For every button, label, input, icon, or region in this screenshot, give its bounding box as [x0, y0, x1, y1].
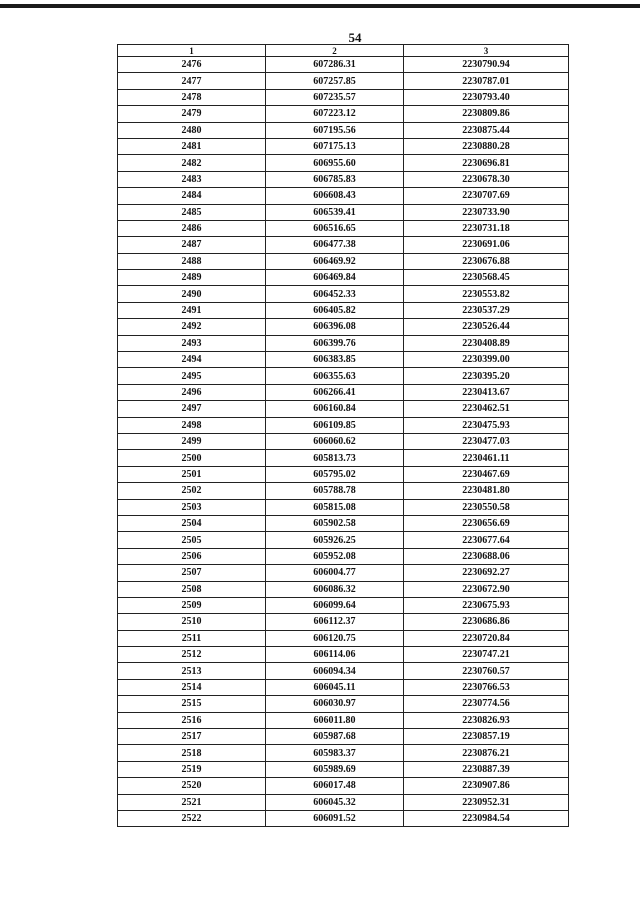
x-coordinate-cell: 605926.25 — [266, 532, 404, 548]
y-coordinate-cell: 2230787.01 — [404, 73, 569, 89]
point-number-cell: 2511 — [118, 630, 266, 646]
table-row — [118, 450, 569, 466]
point-number-cell: 2519 — [118, 761, 266, 777]
point-number-cell: 2510 — [118, 614, 266, 630]
point-number-cell: 2491 — [118, 302, 266, 318]
table-row — [118, 433, 569, 449]
table-row — [118, 614, 569, 630]
point-number-cell: 2512 — [118, 647, 266, 663]
point-number-cell: 2500 — [118, 450, 266, 466]
x-coordinate-cell: 606469.92 — [266, 253, 404, 269]
x-coordinate-cell: 606469.84 — [266, 270, 404, 286]
table-row — [118, 565, 569, 581]
y-coordinate-cell: 2230461.11 — [404, 450, 569, 466]
point-number-cell: 2517 — [118, 729, 266, 745]
point-number-cell: 2477 — [118, 73, 266, 89]
point-number-cell: 2518 — [118, 745, 266, 761]
x-coordinate-cell: 606355.63 — [266, 368, 404, 384]
x-coordinate-cell: 606405.82 — [266, 302, 404, 318]
x-coordinate-cell: 605987.68 — [266, 729, 404, 745]
table-row — [118, 663, 569, 679]
y-coordinate-cell: 2230677.64 — [404, 532, 569, 548]
y-coordinate-cell: 2230675.93 — [404, 597, 569, 613]
x-coordinate-cell: 606011.80 — [266, 712, 404, 728]
y-coordinate-cell: 2230672.90 — [404, 581, 569, 597]
table-row — [118, 417, 569, 433]
x-coordinate-cell: 605952.08 — [266, 548, 404, 564]
point-number-cell: 2485 — [118, 204, 266, 220]
point-number-cell: 2513 — [118, 663, 266, 679]
y-coordinate-cell: 2230907.86 — [404, 778, 569, 794]
y-coordinate-cell: 2230686.86 — [404, 614, 569, 630]
y-coordinate-cell: 2230676.88 — [404, 253, 569, 269]
y-coordinate-cell: 2230774.56 — [404, 696, 569, 712]
x-coordinate-cell: 606109.85 — [266, 417, 404, 433]
point-number-cell: 2504 — [118, 515, 266, 531]
point-number-cell: 2480 — [118, 122, 266, 138]
point-number-cell: 2482 — [118, 155, 266, 171]
point-number-cell: 2497 — [118, 401, 266, 417]
point-number-cell: 2476 — [118, 57, 266, 73]
point-number-cell: 2503 — [118, 499, 266, 515]
x-coordinate-cell: 606452.33 — [266, 286, 404, 302]
y-coordinate-cell: 2230692.27 — [404, 565, 569, 581]
table-row — [118, 57, 569, 73]
x-coordinate-cell: 605788.78 — [266, 483, 404, 499]
point-number-cell: 2489 — [118, 270, 266, 286]
y-coordinate-cell: 2230408.89 — [404, 335, 569, 351]
x-coordinate-cell: 605815.08 — [266, 499, 404, 515]
point-number-cell: 2521 — [118, 794, 266, 810]
point-number-cell: 2486 — [118, 220, 266, 236]
point-number-cell: 2496 — [118, 384, 266, 400]
table-row — [118, 253, 569, 269]
table-row — [118, 204, 569, 220]
point-number-cell: 2522 — [118, 810, 266, 826]
y-coordinate-cell: 2230876.21 — [404, 745, 569, 761]
table-row — [118, 581, 569, 597]
x-coordinate-cell: 606539.41 — [266, 204, 404, 220]
y-coordinate-cell: 2230656.69 — [404, 515, 569, 531]
y-coordinate-cell: 2230550.58 — [404, 499, 569, 515]
x-coordinate-cell: 606383.85 — [266, 352, 404, 368]
x-coordinate-cell: 606608.43 — [266, 188, 404, 204]
table-row — [118, 761, 569, 777]
y-coordinate-cell: 2230526.44 — [404, 319, 569, 335]
point-number-cell: 2509 — [118, 597, 266, 613]
table-row — [118, 483, 569, 499]
x-coordinate-cell: 607235.57 — [266, 89, 404, 105]
table-row — [118, 679, 569, 695]
table-row — [118, 515, 569, 531]
x-coordinate-cell: 606955.60 — [266, 155, 404, 171]
x-coordinate-cell: 606004.77 — [266, 565, 404, 581]
table-row — [118, 647, 569, 663]
y-coordinate-cell: 2230688.06 — [404, 548, 569, 564]
table-row — [118, 335, 569, 351]
y-coordinate-cell: 2230399.00 — [404, 352, 569, 368]
point-number-cell: 2495 — [118, 368, 266, 384]
y-coordinate-cell: 2230747.21 — [404, 647, 569, 663]
x-coordinate-cell: 606266.41 — [266, 384, 404, 400]
point-number-cell: 2516 — [118, 712, 266, 728]
x-coordinate-cell: 606477.38 — [266, 237, 404, 253]
table-row — [118, 171, 569, 187]
x-coordinate-cell: 606396.08 — [266, 319, 404, 335]
x-coordinate-cell: 605813.73 — [266, 450, 404, 466]
table-row — [118, 466, 569, 482]
point-number-cell: 2487 — [118, 237, 266, 253]
table-row — [118, 745, 569, 761]
table-row — [118, 729, 569, 745]
table-row — [118, 548, 569, 564]
point-number-cell: 2499 — [118, 433, 266, 449]
x-coordinate-cell: 606516.65 — [266, 220, 404, 236]
top-rule — [0, 4, 640, 8]
y-coordinate-cell: 2230880.28 — [404, 138, 569, 154]
y-coordinate-cell: 2230952.31 — [404, 794, 569, 810]
point-number-cell: 2508 — [118, 581, 266, 597]
point-number-cell: 2514 — [118, 679, 266, 695]
table-row — [118, 630, 569, 646]
y-coordinate-cell: 2230760.57 — [404, 663, 569, 679]
table-row — [118, 532, 569, 548]
table-row — [118, 106, 569, 122]
x-coordinate-cell: 605983.37 — [266, 745, 404, 761]
y-coordinate-cell: 2230984.54 — [404, 810, 569, 826]
x-coordinate-cell: 605795.02 — [266, 466, 404, 482]
point-number-cell: 2506 — [118, 548, 266, 564]
x-coordinate-cell: 605902.58 — [266, 515, 404, 531]
y-coordinate-cell: 2230707.69 — [404, 188, 569, 204]
x-coordinate-cell: 606091.52 — [266, 810, 404, 826]
table-row — [118, 810, 569, 826]
x-coordinate-cell: 607257.85 — [266, 73, 404, 89]
y-coordinate-cell: 2230413.67 — [404, 384, 569, 400]
x-coordinate-cell: 606094.34 — [266, 663, 404, 679]
table-row — [118, 286, 569, 302]
x-coordinate-cell: 607175.13 — [266, 138, 404, 154]
table-row — [118, 73, 569, 89]
point-number-cell: 2479 — [118, 106, 266, 122]
point-number-cell: 2483 — [118, 171, 266, 187]
table-row — [118, 122, 569, 138]
x-coordinate-cell: 606030.97 — [266, 696, 404, 712]
point-number-cell: 2492 — [118, 319, 266, 335]
page-number: 54 — [348, 30, 362, 45]
point-number-cell: 2488 — [118, 253, 266, 269]
y-coordinate-cell: 2230720.84 — [404, 630, 569, 646]
x-coordinate-cell: 606120.75 — [266, 630, 404, 646]
table-row — [118, 138, 569, 154]
point-number-cell: 2502 — [118, 483, 266, 499]
table-row — [118, 155, 569, 171]
point-number-cell: 2493 — [118, 335, 266, 351]
y-coordinate-cell: 2230568.45 — [404, 270, 569, 286]
point-number-cell: 2484 — [118, 188, 266, 204]
table-row — [118, 352, 569, 368]
table-row — [118, 220, 569, 236]
x-coordinate-cell: 606785.83 — [266, 171, 404, 187]
y-coordinate-cell: 2230477.03 — [404, 433, 569, 449]
y-coordinate-cell: 2230475.93 — [404, 417, 569, 433]
x-coordinate-cell: 606060.62 — [266, 433, 404, 449]
y-coordinate-cell: 2230691.06 — [404, 237, 569, 253]
y-coordinate-cell: 2230553.82 — [404, 286, 569, 302]
y-coordinate-cell: 2230395.20 — [404, 368, 569, 384]
point-number-cell: 2501 — [118, 466, 266, 482]
table-row — [118, 89, 569, 105]
table-row — [118, 794, 569, 810]
table-row — [118, 401, 569, 417]
table-row — [118, 319, 569, 335]
x-coordinate-cell: 606045.32 — [266, 794, 404, 810]
point-number-cell: 2478 — [118, 89, 266, 105]
y-coordinate-cell: 2230766.53 — [404, 679, 569, 695]
y-coordinate-cell: 2230875.44 — [404, 122, 569, 138]
y-coordinate-cell: 2230481.80 — [404, 483, 569, 499]
table-row — [118, 384, 569, 400]
point-number-cell: 2520 — [118, 778, 266, 794]
point-number-cell: 2490 — [118, 286, 266, 302]
table-row — [118, 302, 569, 318]
column-header-3: 3 — [404, 45, 569, 57]
y-coordinate-cell: 2230462.51 — [404, 401, 569, 417]
x-coordinate-cell: 606399.76 — [266, 335, 404, 351]
table-header-row — [118, 45, 569, 57]
column-header-1: 1 — [118, 45, 266, 57]
table-row — [118, 712, 569, 728]
point-number-cell: 2505 — [118, 532, 266, 548]
y-coordinate-cell: 2230678.30 — [404, 171, 569, 187]
point-number-cell: 2515 — [118, 696, 266, 712]
x-coordinate-cell: 606112.37 — [266, 614, 404, 630]
x-coordinate-cell: 605989.69 — [266, 761, 404, 777]
x-coordinate-cell: 607286.31 — [266, 57, 404, 73]
x-coordinate-cell: 607195.56 — [266, 122, 404, 138]
column-header-2: 2 — [266, 45, 404, 57]
x-coordinate-cell: 606086.32 — [266, 581, 404, 597]
y-coordinate-cell: 2230809.86 — [404, 106, 569, 122]
x-coordinate-cell: 606017.48 — [266, 778, 404, 794]
x-coordinate-cell: 606160.84 — [266, 401, 404, 417]
y-coordinate-cell: 2230696.81 — [404, 155, 569, 171]
x-coordinate-cell: 606099.64 — [266, 597, 404, 613]
table-row — [118, 270, 569, 286]
y-coordinate-cell: 2230731.18 — [404, 220, 569, 236]
table-row — [118, 499, 569, 515]
table-body — [118, 57, 569, 827]
table-row — [118, 778, 569, 794]
table-row — [118, 696, 569, 712]
point-number-cell: 2494 — [118, 352, 266, 368]
table-row — [118, 597, 569, 613]
y-coordinate-cell: 2230537.29 — [404, 302, 569, 318]
point-number-cell: 2507 — [118, 565, 266, 581]
table-row — [118, 188, 569, 204]
y-coordinate-cell: 2230887.39 — [404, 761, 569, 777]
table-row — [118, 368, 569, 384]
point-number-cell: 2481 — [118, 138, 266, 154]
y-coordinate-cell: 2230793.40 — [404, 89, 569, 105]
y-coordinate-cell: 2230857.19 — [404, 729, 569, 745]
y-coordinate-cell: 2230733.90 — [404, 204, 569, 220]
y-coordinate-cell: 2230826.93 — [404, 712, 569, 728]
point-number-cell: 2498 — [118, 417, 266, 433]
x-coordinate-cell: 606114.06 — [266, 647, 404, 663]
x-coordinate-cell: 606045.11 — [266, 679, 404, 695]
coordinates-table — [117, 44, 569, 827]
x-coordinate-cell: 607223.12 — [266, 106, 404, 122]
y-coordinate-cell: 2230467.69 — [404, 466, 569, 482]
y-coordinate-cell: 2230790.94 — [404, 57, 569, 73]
table-row — [118, 237, 569, 253]
